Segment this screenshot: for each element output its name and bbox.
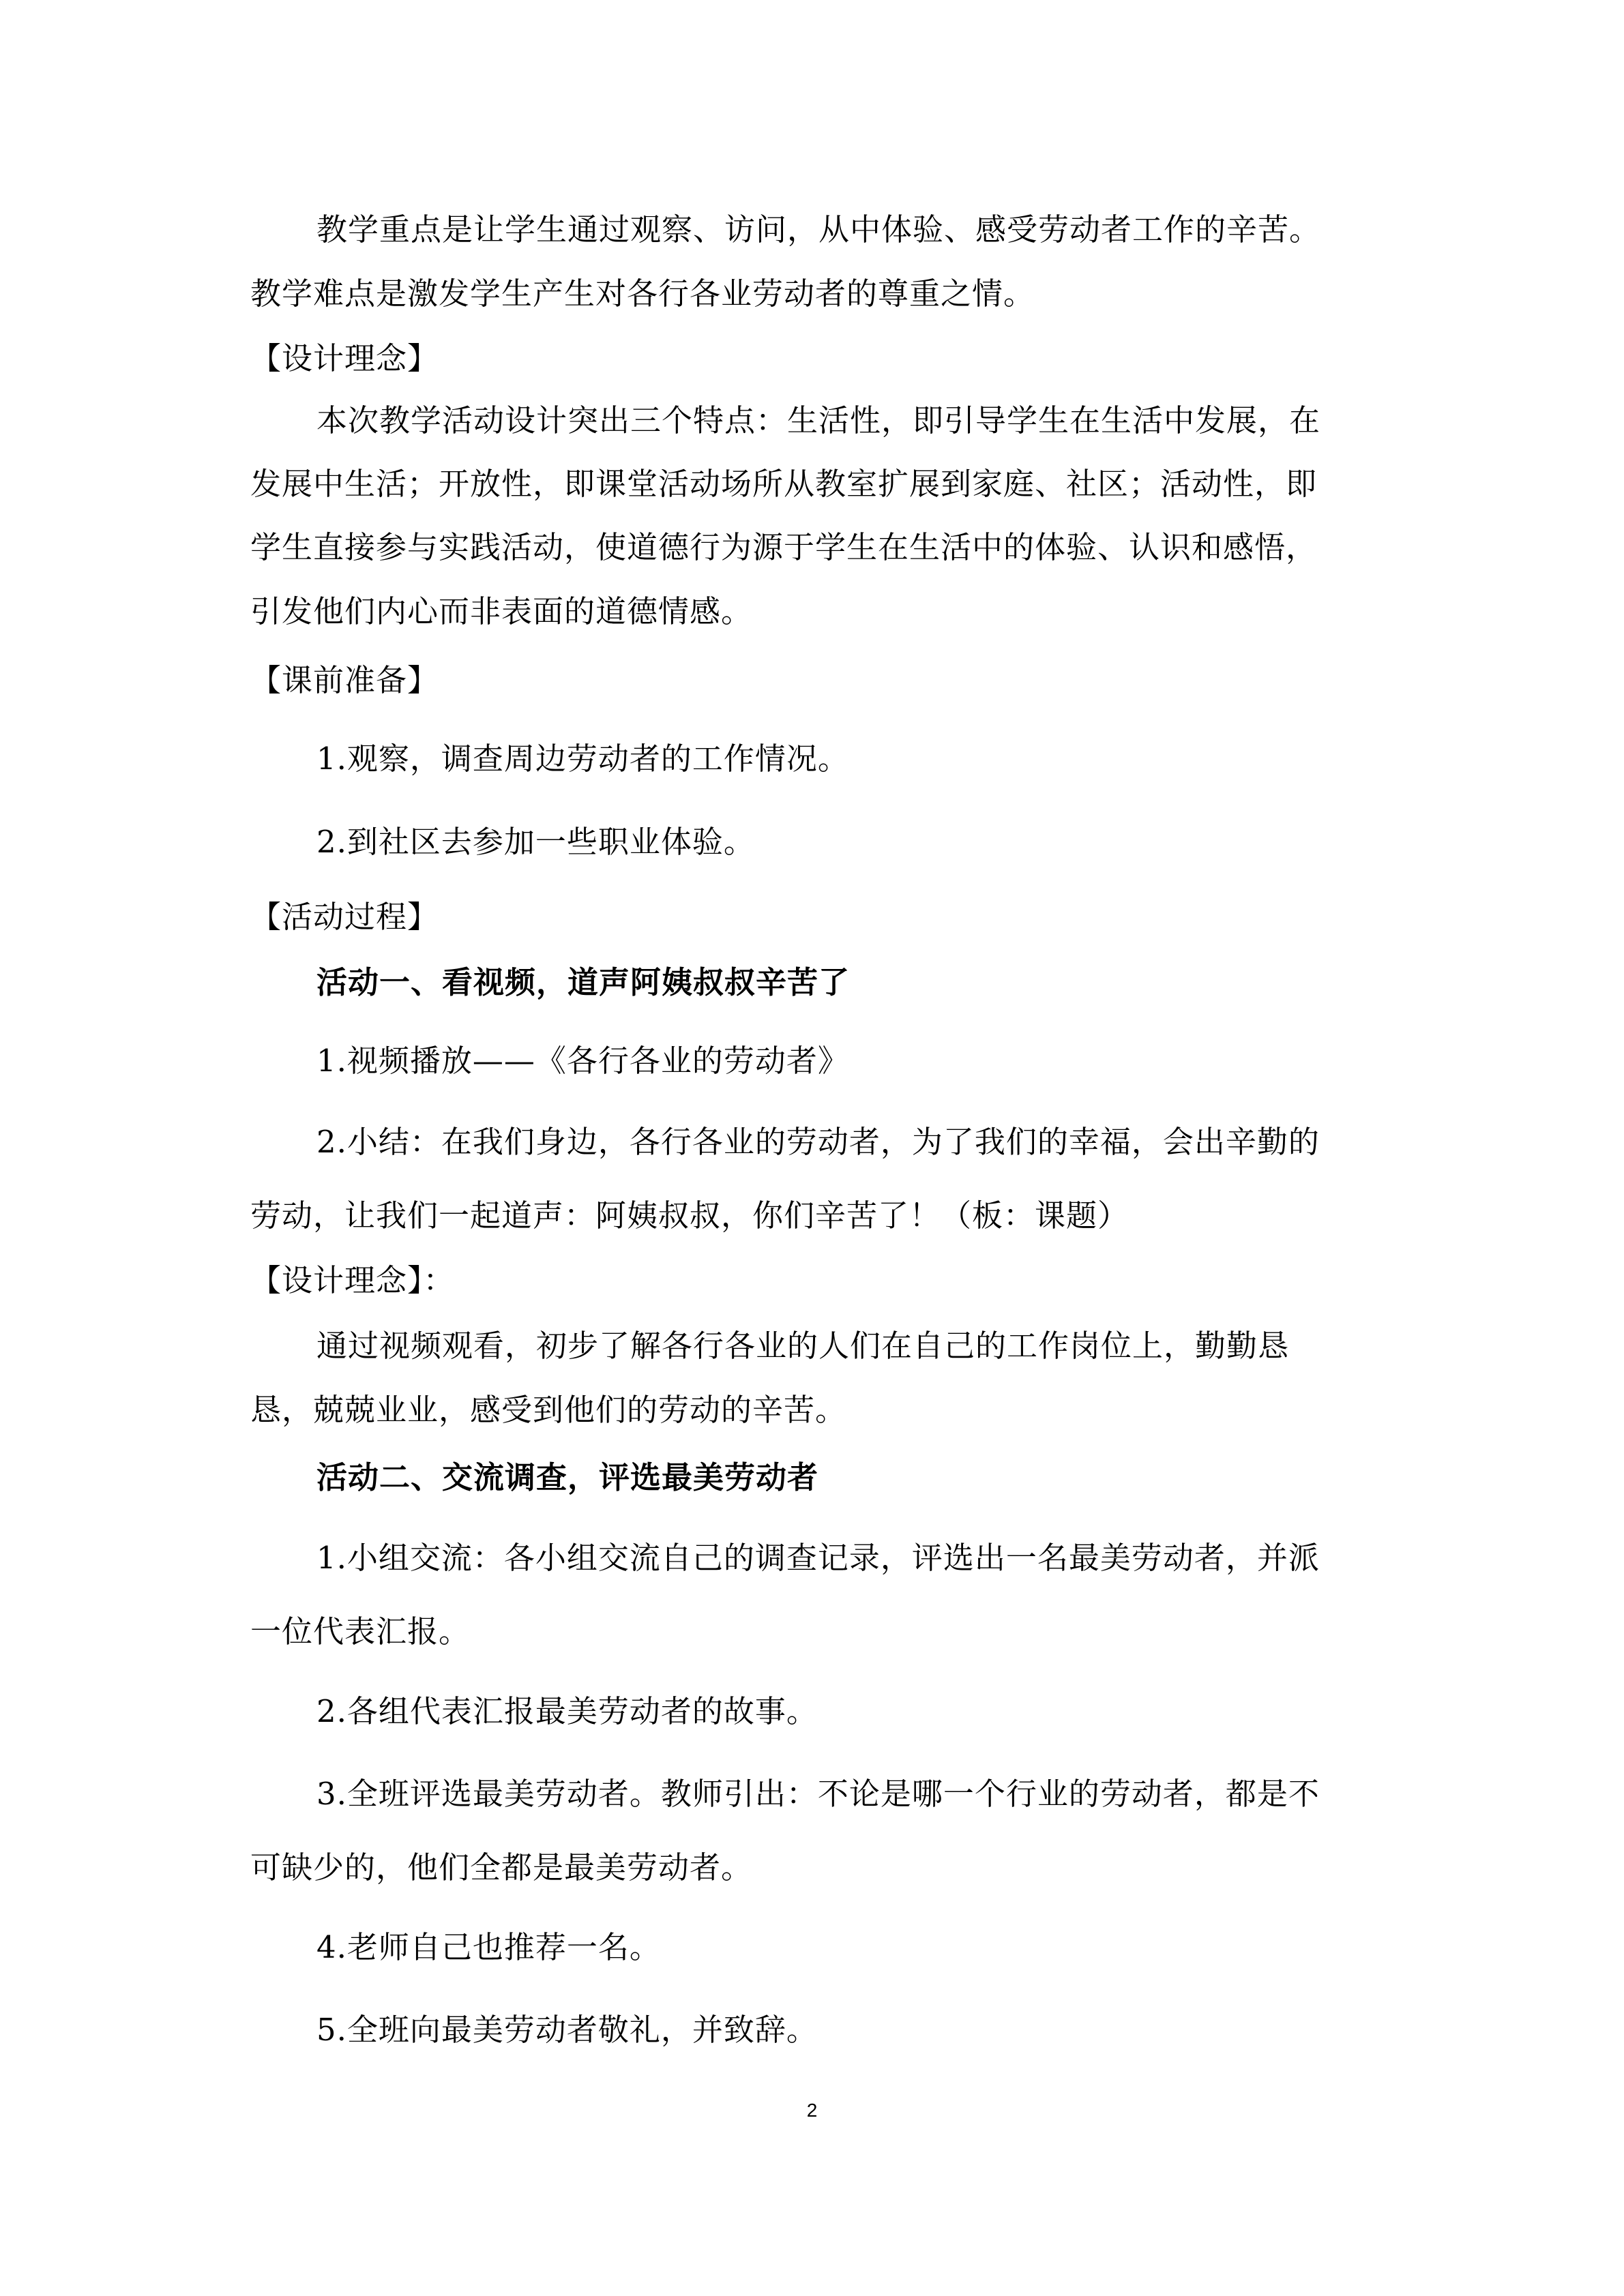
activity-2-item-1-line-1: 1.小组交流：各小组交流自己的调查记录，评选出一名最美劳动者，并派 <box>316 1540 1320 1576</box>
activity-2-item-4: 4.老师自己也推荐一名。 <box>316 1929 661 1965</box>
activity-2-title: 活动二、交流调查，评选最美劳动者 <box>316 1459 819 1495</box>
activity-2-item-3-line-1: 3.全班评选最美劳动者。教师引出：不论是哪一个行业的劳动者，都是不 <box>316 1776 1320 1812</box>
preparation-item-2: 2.到社区去参加一些职业体验。 <box>316 824 755 860</box>
intro-line-2: 教学难点是激发学生产生对各行各业劳动者的尊重之情。 <box>250 275 1035 312</box>
activity-2-item-2: 2.各组代表汇报最美劳动者的故事。 <box>316 1693 818 1729</box>
design-concept-line-2: 发展中生活；开放性，即课堂活动场所从教室扩展到家庭、社区；活动性，即 <box>250 466 1318 502</box>
process-heading: 【活动过程】 <box>250 899 439 935</box>
activity-1-concept-line-1: 通过视频观看，初步了解各行各业的人们在自己的工作岗位上，勤勤恳 <box>316 1328 1290 1364</box>
activity-1-item-2-line-2: 劳动，让我们一起道声：阿姨叔叔，你们辛苦了！（板：课题） <box>250 1197 1130 1234</box>
activity-2-item-3-line-2: 可缺少的，他们全都是最美劳动者。 <box>250 1849 753 1885</box>
preparation-heading: 【课前准备】 <box>250 662 439 698</box>
activity-1-item-1: 1.视频播放——《各行各业的劳动者》 <box>316 1043 849 1079</box>
design-concept-line-4: 引发他们内心而非表面的道德情感。 <box>250 593 753 629</box>
preparation-item-1: 1.观察，调查周边劳动者的工作情况。 <box>316 741 849 777</box>
design-concept-heading: 【设计理念】 <box>250 340 439 376</box>
activity-2-item-1-line-2: 一位代表汇报。 <box>250 1613 471 1650</box>
activity-1-concept-heading: 【设计理念】： <box>250 1262 455 1298</box>
activity-2-item-5: 5.全班向最美劳动者敬礼，并致辞。 <box>316 2012 818 2048</box>
design-concept-line-3: 学生直接参与实践活动，使道德行为源于学生在生活中的体验、认识和感悟， <box>250 529 1318 565</box>
activity-1-concept-line-2: 恳，兢兢业业，感受到他们的劳动的辛苦。 <box>250 1392 847 1428</box>
page-number: 2 <box>806 2100 818 2121</box>
activity-1-item-2-line-1: 2.小结：在我们身边，各行各业的劳动者，为了我们的幸福，会出辛勤的 <box>316 1124 1320 1160</box>
design-concept-line-1: 本次教学活动设计突出三个特点：生活性，即引导学生在生活中发展，在 <box>316 402 1321 438</box>
activity-1-title: 活动一、看视频，道声阿姨叔叔辛苦了 <box>316 964 851 1000</box>
intro-line-1: 教学重点是让学生通过观察、访问，从中体验、感受劳动者工作的辛苦。 <box>316 211 1321 248</box>
